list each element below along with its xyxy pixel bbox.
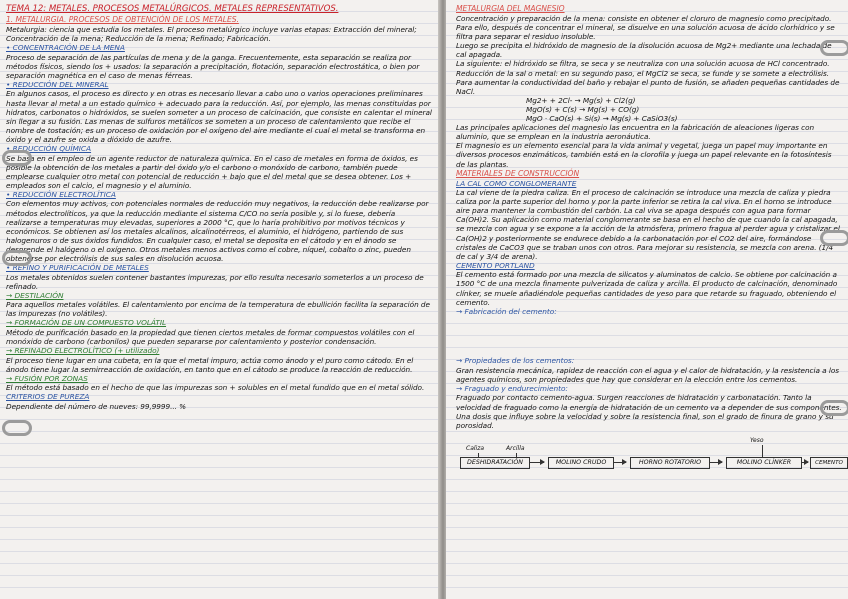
binder-ring-icon	[820, 230, 848, 246]
flow-connector	[762, 445, 763, 457]
paragraph: El método está basado en el hecho de que las impurezas son + solubles en el metal fundido que en el metal sólido.	[6, 383, 425, 393]
subheading: CRITERIOS DE PUREZA	[6, 392, 90, 402]
paragraph: En algunos casos, el proceso es directo y en otras es necesario llevar a cabo uno o varios operaciones preliminares hasta llevar al metal a un estado químico + adecuado para la reducción. Así, por ejemplo, las menas constituidas por hidratos, carbonatos o hidróxidos, se suelen someter a un proceso de calcinación, que consiste en calentar el mineral sin llegar a su fusión. Las menas de sulfuros metálicos se someten a un proceso de calentamiento que recibe el nombre de tostación; es un proceso de oxidación por el oxígeno del aire mediante el cual el metal se transforma en óxido y el azufre se oxida a dióxido de azufre.	[6, 89, 432, 144]
paragraph: Con elementos muy activos, con potenciales normales de reducción muy negativos, la reducción debe realizarse por métodos electrolíticos, ya que la reducción mediante el sistema C/CO no sería posible y, si lo fuese, debería realizarse a temperaturas muy elevadas, superiores a 2000 °C, que lo haría prohibitivo por motivos técnicos y económicos. Se obtienen así los metales alcalinos, alcalinotérreos, el aluminio, el hidrógeno, partiendo de sus halogenuros o de sus óxidos fundidos. En cualquier caso, el metal se deposita en el cátodo y en el ánodo se desprende el halógeno o el oxígeno. Otros metales menos activos como el cobre, níquel, cobalto o zinc, pueden obtenerse por electrólisis de sus sales en disolución acuosa.	[6, 199, 429, 263]
flow-arrow-icon	[530, 462, 544, 463]
binder-ring-icon	[820, 40, 848, 56]
left-page-content	[6, 4, 432, 411]
right-page-content	[456, 4, 842, 430]
binder-ring-icon	[2, 420, 32, 436]
paragraph: Método de purificación basado en la propiedad que tienen ciertos metales de formar compuestos volátiles con el monóxido de carbono (carbonilos) que pueden separarse por calentamiento y posterior condensación.	[6, 327, 415, 347]
binder-ring-icon	[2, 150, 32, 166]
subheading: CEMENTO PORTLAND	[456, 260, 535, 270]
paragraph: Dependiente del número de nueves: 99,9999... %	[6, 401, 187, 411]
section-heading: METALURGIA DEL MAGNESIO	[456, 4, 565, 13]
subheading: • REDUCCIÓN QUÍMICA	[6, 144, 92, 154]
subheading: → FUSIÓN POR ZONAS	[6, 373, 88, 383]
flow-label-arcilla: Arcilla	[506, 445, 525, 452]
paragraph: Se basa en el empleo de un agente reductor de naturaleza química. En el caso de metales en forma de óxidos, es posible la obtención de los metales a partir del óxido y/o el carbono o monóxido de carbono, también puede emplearse cualquier otro metal con potencial de reducción + bajo que el del metal que se desea obtener. Los + empleados son el calcio, el magnesio y el aluminio.	[6, 153, 418, 190]
flow-label-yeso: Yeso	[750, 437, 764, 444]
paragraph: Gran resistencia mecánica, rapidez de reacción con el agua y el calor de hidratación, y la resistencia a los agentes químicos, son propiedades que hay que considerar en la elección entre los cementos.	[456, 365, 840, 384]
flow-step: MOLINO CRUDO	[548, 457, 614, 469]
paragraph: La siguiente: el hidróxido se filtra, se seca y se neutraliza con una solución acuosa de HCl concentrado.	[456, 59, 830, 69]
subheading: → Propiedades de los cementos:	[456, 356, 575, 366]
paragraph: Las principales aplicaciones del magnesio las encuentra en la fabricación de aleaciones ligeras con aluminio, que se emplean en la industria aeronáutica.	[456, 123, 815, 142]
subheading: → FORMACIÓN DE UN COMPUESTO VOLÁTIL	[6, 318, 167, 328]
subheading: LA CAL COMO CONGLOMERANTE	[456, 178, 577, 188]
flow-label-caliza: Caliza	[466, 445, 485, 452]
paragraph: Luego se precipita el hidróxido de magnesio de la disolución acuosa de Mg2+ mediante una lechada de cal apagada.	[456, 41, 832, 60]
flow-step: HORNO ROTATORIO	[630, 457, 710, 469]
flow-arrow-icon	[614, 462, 626, 463]
paragraph: Los metales obtenidos suelen contener bastantes impurezas, por ello resulta necesario someterlos a un proceso de refinado.	[6, 272, 424, 291]
paragraph: El magnesio es un elemento esencial para la vida animal y vegetal, juega un papel muy importante en diversos procesos enzimáticos, también está en la clorofila y juega un papel relevante en la fotosíntesis de las plantas.	[456, 141, 832, 169]
paragraph: Reducción de la sal o metal: en su segundo paso, el MgCl2 se seca, se funde y se somete a electrólisis. Para aumentar la conductividad del baño y rebajar el punto de fusión, se añaden pequeñas cantidades de NaCl.	[456, 68, 840, 96]
paragraph: Fraguado por contacto cemento-agua. Surgen reacciones de hidratación y carbonatación. Tanto la velocidad de fraguado como la energía de hidratación de un cemento va a depender de sus componentes.	[456, 393, 842, 412]
paragraph: Una dosis que influye sobre la velocidad y sobre la resistencia final, son el grado de finura de grano y su porosidad.	[456, 411, 834, 430]
paragraph: El proceso tiene lugar en una cubeta, en la que el metal impuro, actúa como ánodo y el puro como cátodo. En el ánodo tiene lugar la semirreacción de oxidación, en tanto que en el cátodo se produce la reacción de reducción.	[6, 355, 414, 374]
subheading: • CONCENTRACIÓN DE LA MENA	[6, 43, 125, 53]
subheading: → Fabricación del cemento:	[456, 306, 557, 316]
subheading: • REDUCCIÓN DEL MINERAL	[6, 79, 109, 89]
right-page	[446, 0, 848, 599]
equation: Mg2+ + 2Cl- → Mg(s) + Cl2(g)	[526, 95, 636, 105]
section-heading: 1. METALURGIA. PROCESOS DE OBTENCIÓN DE LOS METALES.	[6, 15, 239, 24]
flow-step: MOLINO CLÍNKER	[726, 457, 802, 469]
subheading: • REDUCCIÓN ELECTROLÍTICA	[6, 189, 116, 199]
paragraph: Concentración y preparación de la mena: consiste en obtener el cloruro de magnesio como precipitado. Para ello, después de concentrar el mineral, se disuelve en una solución acuosa de ácido clorhídrico y se filtra para separar el residuo insoluble.	[456, 14, 835, 42]
equation: MgO(s) + C(s) → Mg(s) + CO(g)	[526, 104, 640, 114]
cement-flow-diagram	[460, 437, 844, 481]
paragraph: La cal viene de la piedra caliza. En el proceso de calcinación se introduce una mezcla de caliza y piedra caliza por la parte superior del horno y por la parte inferior se retira la cal viva. En el horno se introduce aire para mantener la combustión del carbón. La cal viva se apaga después con agua para formar Ca(OH)2. Su aplicación como material conglomerante se basa en el hecho de que cuando la cal apagada, se mezcla con agua y se expone a la acción de la atmósfera, primero fragua al perder agua y cristalizar el Ca(OH)2 y posteriormente se endurece debido a la carbonatación por el CO2 del aire, formándose cristales de CaCO3 que se traban unos con otros. Para mejorar su resistencia, se mezcla con arena. (1/4 de cal y 3/4 de arena).	[456, 188, 840, 261]
paragraph: Metalurgia: ciencia que estudia los metales. El proceso metalúrgico incluye varias etapas: Extracción del mineral; Concentración de la mena; Reducción de la mena; Refinado; Fabricación.	[6, 25, 417, 44]
equation: MgO · CaO(s) + Si(s) → Mg(s) + CaSiO3(s)	[526, 114, 678, 124]
subheading: → DESTILACIÓN	[6, 290, 64, 300]
flow-spacer	[456, 316, 842, 356]
flow-arrow-icon	[710, 462, 722, 463]
paragraph: Para aquellos metales volátiles. El calentamiento por encima de la temperatura de ebullición facilita la separación de las impurezas (no volátiles).	[6, 300, 430, 319]
binder-ring-icon	[2, 250, 32, 266]
section-heading: MATERIALES DE CONSTRUCCIÓN	[456, 168, 580, 178]
flow-step: DESHIDRATACIÓN	[460, 457, 530, 469]
subheading: → Fraguado y endurecimiento:	[456, 383, 568, 393]
subheading: → REFINADO ELECTROLÍTICO (+ utilizado)	[6, 346, 160, 356]
paragraph: Proceso de separación de las partículas de mena y de la ganga. Frecuentemente, esta separación se realiza por métodos físicos, siendo los + usados: la separación a precipitación, flotación, separación electrostática, o bien por separación magnética en el caso de menas férreas.	[6, 52, 420, 80]
page-title: TEMA 12: METALES. PROCESOS METALÚRGICOS. METALES REPRESENTATIVOS.	[6, 4, 339, 14]
binder-ring-icon	[820, 400, 848, 416]
subheading: • REFINO Y PURIFICACIÓN DE METALES	[6, 263, 149, 273]
paragraph: El cemento está formado por una mezcla de silicatos y aluminatos de calcio. Se obtiene por calcinación a 1500 °C de una mezcla finamente pulverizada de caliza y arcilla. El producto de calcinación, denominado clínker, se muele añadiéndole pequeñas cantidades de yeso para que retarde su fraguado, obteniendo el cemento.	[456, 270, 838, 307]
flow-step: CEMENTO	[810, 457, 848, 469]
flow-arrow-icon	[802, 462, 808, 463]
